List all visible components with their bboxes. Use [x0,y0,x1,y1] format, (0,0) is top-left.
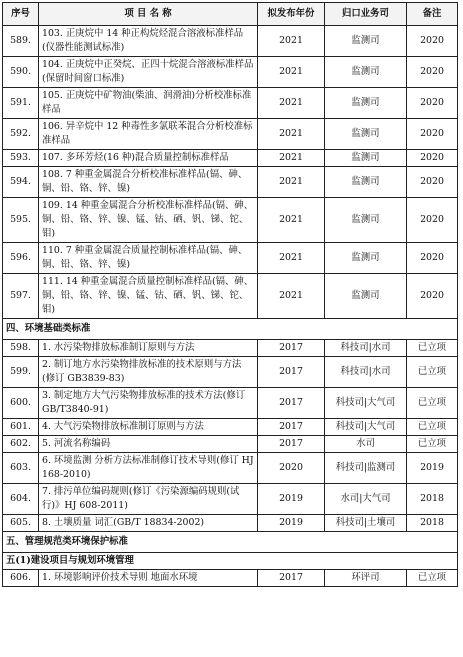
row-dept: 水司|大气司 [325,484,407,515]
row-note: 2020 [407,167,458,198]
row-seq: 591. [3,88,39,119]
table-row [3,150,458,167]
row-name: 111. 14 种重金属混合质量控制标准样品(镉、砷、铜、铅、铬、锌、镍、锰、钴、硒、钒、锑、铊、钼) [39,274,258,319]
table-row [3,57,458,88]
row-seq: 595. [3,198,39,243]
section-row [3,532,458,553]
row-year: 2021 [258,150,325,167]
row-year: 2021 [258,119,325,150]
table-row [3,419,458,436]
row-name: 7. 排污单位编码规则(修订《污染源编码规则(试行)》HJ 608-2011) [39,484,258,515]
row-note: 2020 [407,198,458,243]
row-name: 2. 制订地方水污染物排放标准的技术原则与方法(修订 GB3839-83) [39,357,258,388]
table-row [3,167,458,198]
row-dept: 科技司|水司 [325,357,407,388]
row-year: 2021 [258,243,325,274]
row-name: 1. 水污染物排放标准制订原则与方法 [39,340,258,357]
row-seq: 602. [3,436,39,453]
section-row [3,319,458,340]
section-heading-5-1: 五(1)建设项目与规划环境管理 [3,553,458,570]
header-name: 项 目 名 称 [39,3,258,26]
table-header-row [3,3,458,26]
row-note: 已立项 [407,419,458,436]
row-note: 2020 [407,26,458,57]
row-dept: 科技司|大气司 [325,388,407,419]
row-year: 2017 [258,357,325,388]
row-note: 已立项 [407,388,458,419]
row-note: 已立项 [407,340,458,357]
header-seq: 序号 [3,3,39,26]
row-year: 2020 [258,453,325,484]
row-note: 2020 [407,274,458,319]
row-name: 8. 土壤质量 词汇(GB/T 18834-2002) [39,515,258,532]
row-name: 3. 制定地方大气污染物排放标准的技术方法(修订 GB/T3840-91) [39,388,258,419]
row-note: 已立项 [407,570,458,587]
section-heading-4: 四、环境基础类标准 [3,319,458,340]
row-seq: 592. [3,119,39,150]
row-note: 2020 [407,119,458,150]
table-row [3,340,458,357]
table-row [3,274,458,319]
row-seq: 600. [3,388,39,419]
row-seq: 601. [3,419,39,436]
row-year: 2021 [258,88,325,119]
row-year: 2017 [258,570,325,587]
row-note: 2020 [407,88,458,119]
row-note: 2019 [407,453,458,484]
row-name: 104. 正庚烷中正癸烷、正四十烷混合溶液标准样品(保留时间窗口标准) [39,57,258,88]
row-name: 108. 7 种重金属混合分析校准标准样品(镉、砷、铜、铅、铬、锌、镍) [39,167,258,198]
row-seq: 599. [3,357,39,388]
standards-table [2,2,458,587]
row-year: 2017 [258,419,325,436]
row-seq: 604. [3,484,39,515]
table-row [3,515,458,532]
row-name: 109. 14 种重金属混合分析校准标准样品(镉、砷、铜、铅、铬、锌、镍、锰、钴、硒、钒、锑、铊、钼) [39,198,258,243]
row-seq: 598. [3,340,39,357]
row-seq: 597. [3,274,39,319]
row-dept: 监测司 [325,243,407,274]
row-year: 2017 [258,340,325,357]
row-note: 2018 [407,515,458,532]
row-name: 1. 环境影响评价技术导则 地面水环境 [39,570,258,587]
row-dept: 监测司 [325,167,407,198]
table-row [3,436,458,453]
table-row [3,570,458,587]
row-dept: 环评司 [325,570,407,587]
row-name: 105. 正庚烷中矿物油(柴油、润滑油)分析校准标准样品 [39,88,258,119]
row-seq: 590. [3,57,39,88]
row-year: 2021 [258,274,325,319]
row-dept: 监测司 [325,198,407,243]
row-name: 4. 大气污染物排放标准制订原则与方法 [39,419,258,436]
row-dept: 监测司 [325,26,407,57]
table-row [3,243,458,274]
row-dept: 监测司 [325,274,407,319]
row-year: 2021 [258,26,325,57]
row-dept: 监测司 [325,88,407,119]
table-row [3,388,458,419]
row-dept: 科技司|监测司 [325,453,407,484]
row-dept: 科技司|大气司 [325,419,407,436]
table-row [3,453,458,484]
row-note: 已立项 [407,357,458,388]
header-year: 拟发布年份 [258,3,325,26]
row-seq: 594. [3,167,39,198]
row-seq: 593. [3,150,39,167]
table-row [3,119,458,150]
row-seq: 606. [3,570,39,587]
row-seq: 589. [3,26,39,57]
row-note: 2020 [407,150,458,167]
row-note: 2020 [407,57,458,88]
row-year: 2019 [258,515,325,532]
row-seq: 603. [3,453,39,484]
row-name: 106. 异辛烷中 12 种毒性多氯联苯混合分析校准标准样品 [39,119,258,150]
header-note: 备注 [407,3,458,26]
row-dept: 科技司|土壤司 [325,515,407,532]
row-name: 103. 正庚烷中 14 种正构烷烃混合溶液标准样品(仪器性能测试标准) [39,26,258,57]
row-dept: 监测司 [325,150,407,167]
row-name: 107. 多环芳烃(16 种)混合质量控制标准样品 [39,150,258,167]
row-dept: 水司 [325,436,407,453]
row-note: 已立项 [407,436,458,453]
header-dept: 归口业务司 [325,3,407,26]
row-note: 2018 [407,484,458,515]
table-row [3,357,458,388]
table-row [3,484,458,515]
row-year: 2021 [258,198,325,243]
row-year: 2021 [258,167,325,198]
row-name: 6. 环境监测 分析方法标准制修订技术导则(修订 HJ 168-2010) [39,453,258,484]
section-heading-5: 五、管理规范类环境保护标准 [3,532,458,553]
row-dept: 监测司 [325,57,407,88]
table-row [3,88,458,119]
row-year: 2017 [258,436,325,453]
row-name: 110. 7 种重金属混合质量控制标准样品(镉、砷、铜、铅、铬、锌、镍) [39,243,258,274]
row-note: 2020 [407,243,458,274]
row-dept: 科技司|水司 [325,340,407,357]
row-dept: 监测司 [325,119,407,150]
section-row [3,553,458,570]
row-seq: 596. [3,243,39,274]
row-seq: 605. [3,515,39,532]
row-year: 2017 [258,388,325,419]
table-row [3,26,458,57]
table-row [3,198,458,243]
row-year: 2019 [258,484,325,515]
row-name: 5. 河流名称编码 [39,436,258,453]
row-year: 2021 [258,57,325,88]
